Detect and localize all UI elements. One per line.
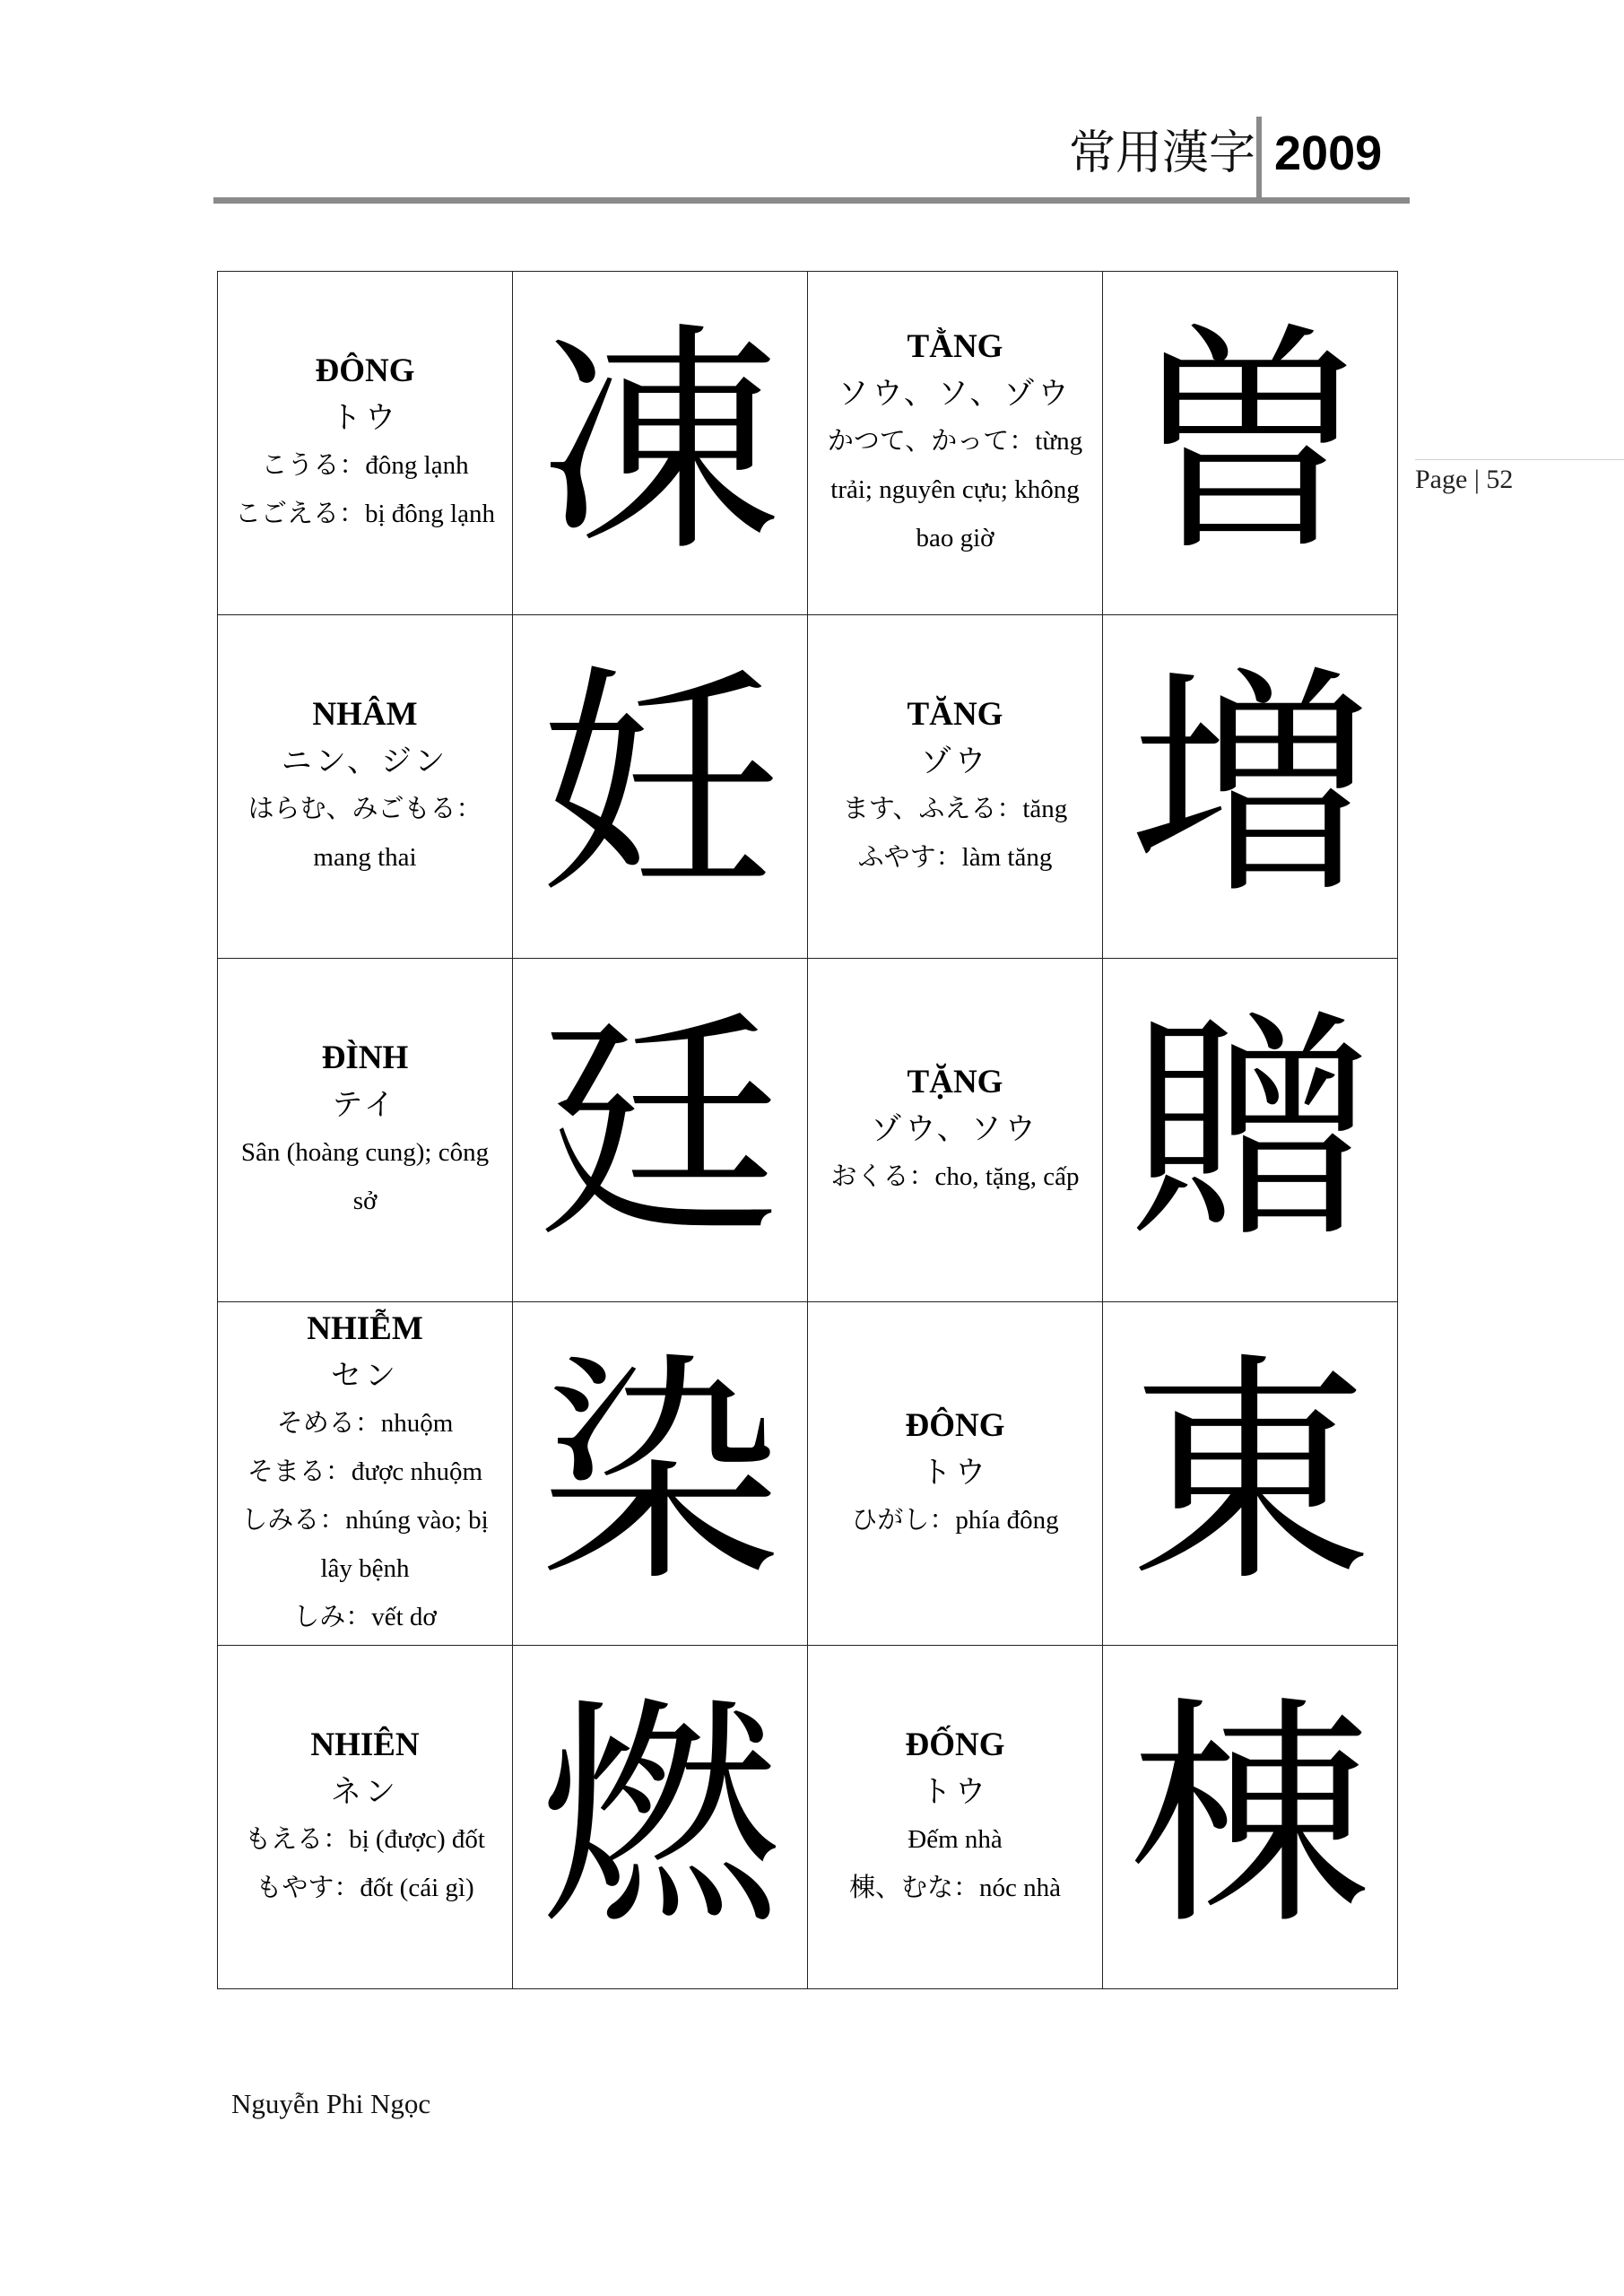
kanji-info-cell bbox=[218, 272, 513, 615]
onyomi-reading: ゾウ bbox=[921, 744, 989, 779]
kanji-info-cell bbox=[808, 615, 1103, 959]
kanji-info-cell bbox=[218, 959, 513, 1302]
han-viet-reading: NHIỄM bbox=[307, 1310, 423, 1347]
onyomi-reading: トウ bbox=[331, 400, 399, 436]
kanji-table-body bbox=[218, 272, 1398, 1989]
kanji-info-cell bbox=[218, 615, 513, 959]
header-title: 常用漢字 bbox=[1068, 126, 1255, 180]
meaning-line: ます、ふえる：tăng bbox=[842, 795, 1068, 823]
kanji-glyph-cell bbox=[1103, 615, 1398, 959]
meaning-line: こうる：đông lạnh bbox=[261, 451, 469, 480]
kanji-info-cell bbox=[808, 959, 1103, 1302]
footer-author: Nguyễn Phi Ngọc bbox=[231, 2088, 431, 2119]
kanji-table bbox=[217, 271, 1398, 1989]
meaning-line: 棟、むな：nóc nhà bbox=[849, 1874, 1061, 1902]
kanji-info-cell bbox=[808, 1646, 1103, 1989]
kanji-info-cell bbox=[218, 1302, 513, 1646]
han-viet-reading: NHIÊN bbox=[310, 1726, 420, 1763]
kanji-info-cell bbox=[808, 272, 1103, 615]
onyomi-reading: トウ bbox=[921, 1774, 989, 1810]
kanji-character: 東 bbox=[1129, 1332, 1371, 1614]
meaning-line: はらむ、みごもる：mang thai bbox=[248, 795, 482, 872]
kanji-character: 妊 bbox=[539, 645, 781, 927]
meaning-line: もやす：đốt (cái gì) bbox=[256, 1874, 474, 1902]
kanji-glyph-cell bbox=[513, 959, 808, 1302]
kanji-glyph-cell bbox=[1103, 1302, 1398, 1646]
han-viet-reading: ĐÌNH bbox=[321, 1039, 409, 1076]
kanji-character: 棟 bbox=[1129, 1675, 1371, 1958]
onyomi-reading: ニン、ジン bbox=[281, 744, 449, 779]
kanji-glyph-cell bbox=[513, 272, 808, 615]
table-row bbox=[218, 1302, 1398, 1646]
page-number-rule bbox=[1415, 459, 1624, 460]
kanji-character: 廷 bbox=[539, 988, 781, 1271]
kanji-info-cell bbox=[218, 1646, 513, 1989]
meaning-line: ひがし：phía đông bbox=[851, 1506, 1059, 1535]
kanji-info-cell bbox=[808, 1302, 1103, 1646]
table-row bbox=[218, 1646, 1398, 1989]
han-viet-reading: NHÂM bbox=[312, 696, 418, 733]
meaning-line: ふやす：làm tăng bbox=[857, 843, 1053, 872]
meaning-line: そめる：nhuộm bbox=[276, 1409, 454, 1438]
onyomi-reading: テイ bbox=[332, 1087, 398, 1123]
meaning-line: こごえる：bị đông lạnh bbox=[235, 500, 495, 528]
header-rule bbox=[213, 197, 1410, 204]
meaning-line: おくる：cho, tặng, cấp bbox=[830, 1162, 1080, 1191]
han-viet-reading: ĐÔNG bbox=[315, 352, 415, 389]
han-viet-reading: ĐÔNG bbox=[905, 1407, 1005, 1444]
table-row bbox=[218, 615, 1398, 959]
kanji-character: 染 bbox=[539, 1332, 781, 1614]
kanji-character: 贈 bbox=[1129, 988, 1371, 1271]
kanji-character: 凍 bbox=[539, 301, 781, 584]
kanji-character: 曽 bbox=[1129, 301, 1371, 584]
table-row bbox=[218, 272, 1398, 615]
onyomi-reading: ネン bbox=[331, 1774, 399, 1810]
kanji-glyph-cell bbox=[1103, 272, 1398, 615]
han-viet-reading: TĂNG bbox=[907, 696, 1003, 733]
meaning-line: もえる：bị (được) đốt bbox=[245, 1825, 485, 1854]
kanji-glyph-cell bbox=[1103, 1646, 1398, 1989]
meaning-line: Đếm nhà bbox=[908, 1825, 1003, 1854]
kanji-character: 燃 bbox=[539, 1675, 781, 1958]
header-year: 2009 bbox=[1274, 126, 1383, 180]
meaning-line: かつて、かって：từng trải; nguyên cựu; không bao giờ bbox=[827, 427, 1083, 552]
table-row bbox=[218, 959, 1398, 1302]
kanji-glyph-cell bbox=[513, 1646, 808, 1989]
meaning-line: しみ：vết dơ bbox=[293, 1603, 437, 1631]
meaning-line: しみる：nhúng vào; bị lây bệnh bbox=[241, 1506, 489, 1583]
onyomi-reading: トウ bbox=[921, 1455, 989, 1491]
page-header bbox=[213, 106, 1410, 204]
meaning-line: そまる：được nhuộm bbox=[247, 1457, 483, 1486]
header-divider bbox=[1256, 117, 1262, 197]
kanji-glyph-cell bbox=[513, 615, 808, 959]
kanji-glyph-cell bbox=[1103, 959, 1398, 1302]
onyomi-reading: セン bbox=[331, 1358, 399, 1394]
page-number: Page | 52 bbox=[1415, 465, 1514, 494]
han-viet-reading: TẰNG bbox=[907, 328, 1003, 365]
kanji-character: 増 bbox=[1129, 645, 1371, 927]
kanji-glyph-cell bbox=[513, 1302, 808, 1646]
han-viet-reading: ĐỐNG bbox=[905, 1726, 1005, 1763]
meaning-line: Sân (hoàng cung); công sở bbox=[240, 1138, 490, 1215]
onyomi-reading: ソウ、ソ、ゾウ bbox=[838, 376, 1073, 412]
onyomi-reading: ゾウ、ソウ bbox=[871, 1111, 1039, 1147]
han-viet-reading: TẶNG bbox=[907, 1064, 1003, 1100]
